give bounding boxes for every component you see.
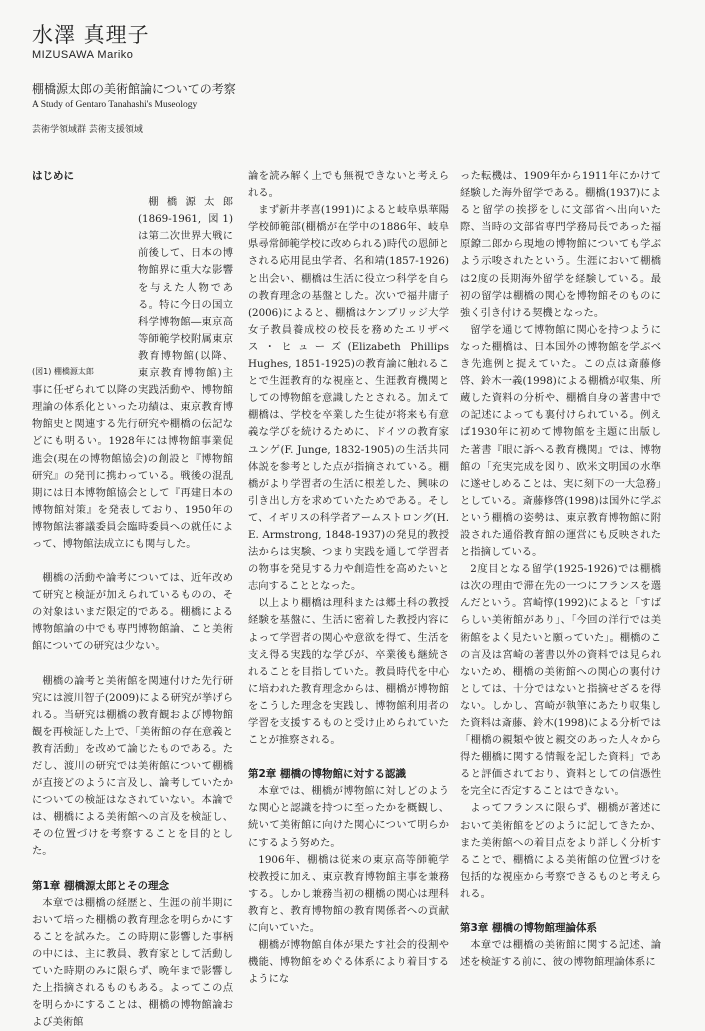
paragraph: 以上より棚橋は理科または郷土科の教授経験を基盤に、生活に密着した教授内容によって学習者の関心や意欲を得て、生活を支え得る実践的な学びが、卒業後も継続されることを目指していた。教員時代を中心に培われた教育理念からは、棚橋が博物館をこうした理念を実践し、博物館利用者の学習を支援するものと受け止められていたことが推察される。 xyxy=(248,597,449,747)
column-3 xyxy=(460,168,661,998)
paragraph: 棚橋源太郎(1869-1961, 図1)は第二次世界大戦に前後して、日本の博物館界に重大な影響を与えた人物である。特に今日の国立科学博物館―東京高等師範学校附属東京教育博物館(以降、東京教育博物館)主事に任ぜられて以降の実践活動や、博物館理論の体系化といった功績は、東京教育博物館史と関連する先行研究や棚橋の伝記などにも明るい。1928年には博物館事業促進会(現在の博物館協会)の創設と『博物館研究』の発刊に携わっている。戦後の混乱期には日本博物館協会として『再建日本の博物館対策』を発表しており、1950年の博物館法審議委員会臨時委員への就任によって、博物館法成立にも関与した。 xyxy=(32,196,233,550)
paragraph: 2度目となる留学(1925-1926)では棚橋は次の理由で滞在先の一つにフランスを選んだという。宮崎惇(1992)によると「すばらしい美術館があり」、「今回の洋行では美術館をよく見たいと願っていた」。棚橋のこの言及は宮崎の著書以外の資料では見られないため、棚橋の美術館への関心の裏付けとしては、十分ではないと指摘せざるを得ない。しかし、宮崎が執筆にあたり収集した資料は斎藤、鈴木(1998)による分析では「棚橋の親類や彼と親交のあった人々から得た棚橋に関する情報を記した資料」であると評価されており、資料としての信憑性を完全に否定することはできない。 xyxy=(460,563,661,798)
paragraph: 棚橋の活動や論考については、近年改めて研究と検証が加えられているものの、その対象はいまだ限定的である。棚橋による博物館論の中でも専門博物館論、こと美術館についての研究は少ない。 xyxy=(32,572,233,653)
section-heading-intro: はじめに xyxy=(32,170,74,182)
column-1 xyxy=(32,168,233,1029)
paragraph: 本章では棚橋の経歴と、生涯の前半期において培った棚橋の教育理念を明らかにすることを試みた。この時期に影響した事柄の中には、主に教員、教育家として活動していた時期のみに限らず、晩年まで影響した上指摘されるものもある。よってこの点を明らかにすることは、棚橋の博物館論および美術館 xyxy=(32,896,233,1029)
section-heading-ch2: 第2章 棚橋の博物館に対する認識 xyxy=(248,768,406,781)
paper-header xyxy=(32,22,672,136)
paragraph: 棚橋の論考と美術館を関連付けた先行研究には渡川智子(2009)による研究が挙げられる。当研究は棚橋の教育観および博物館観を再検証した上で、「美術館の存在意義と教育活動」を改めて論じたものである。ただし、渡川の研究では美術館について棚橋が直接どのように言及し、論考していたかについての検証はなされていない。本論では、棚橋による美術館への言及を検証し、その位置づけを考察することを目的とした。 xyxy=(32,674,233,858)
paragraph: 本章では棚橋の美術館に関する記述、論述を検証する前に、彼の博物館理論体系に xyxy=(460,939,661,969)
section-heading-ch1: 第1章 棚橋源太郎とその理念 xyxy=(32,879,169,892)
paragraph: った転機は、1909年から1911年にかけて経験した海外留学である。棚橋(1937)によると留学の挨拶をしに文部省へ出向いた際、当時の文部省専門学務局長であった福原鐐二郎から現地の博物館についても学ぶよう示唆されたという。生涯において棚橋は2度の長期海外留学を経験している。最初の留学は棚橋の関心を博物館そのものに強く引き付ける契機となった。 xyxy=(460,170,661,319)
paragraph: 論を読み解く上でも無視できないと考えられる。 xyxy=(248,170,449,200)
portrait-image-placeholder xyxy=(32,194,132,354)
portrait-figure xyxy=(32,194,132,377)
author-name-en: MIZUSAWA Mariko xyxy=(32,49,134,61)
paper-title-ja: 棚橋源太郎の美術館論についての考察 xyxy=(32,82,236,96)
paper-title-en: A Study of Gentaro Tanahashi's Museology xyxy=(32,100,198,110)
paragraph: 留学を通じて博物館に関心を持つようになった棚橋は、日本国外の博物館を学ぶべき先進例と捉えていた。この点は斎藤修啓、鈴木一義(1998)による棚橋が収集、所蔵した資料の分析や、棚橋自身の著書中での記述によっても裏付けられている。例えば1930年に初めて博物館を主題に出版した著書『眼に訴へる教育機関』では、博物館の「充実完成を図り、欧米文明国の水準に遂せしめることは、実に刻下の一大急務」としている。斎藤修啓(1998)は国外に学ぶという棚橋の姿勢は、東京教育博物館に附設された通俗教育館の運営にも反映されたと指摘している。 xyxy=(460,323,661,559)
column-2 xyxy=(248,168,449,998)
paragraph: 1906年、棚橋は従来の東京高等師範学校教授に加え、東京教育博物館主事を兼務する。しかし兼務当初の棚橋の関心は理科教育と、教育博物館の教育関係者への貢献に向いていた。 xyxy=(248,853,449,935)
author-name-ja: 水澤 真理子 xyxy=(32,23,150,47)
paragraph: 棚橋が博物館自体が果たす社会的役割や機能、博物館をめぐる体系により着目するようにな xyxy=(248,939,449,986)
paragraph: 本章では、棚橋が博物館に対しどのような関心と認識を持つに至ったかを概観し、続いて美術館に向けた関心について明らかにするよう努めた。 xyxy=(248,785,449,849)
section-heading-ch3: 第3章 棚橋の博物館理論体系 xyxy=(460,922,597,935)
paragraph: まず新井孝喜(1991)によると岐阜県華陽学校師範部(棚橋が在学中の1886年、岐阜県尋常師範学校に改められる)時代の恩師とされる応用昆虫学者、名和靖(1857-1926)と出会い、棚橋は生活に役立つ科学を自らの教育理念の基盤とした。次いで福井庸子(2006)によると、棚橋はケンブリッジ大学女子教員養成校の校長を務めたエリザベス・ヒューズ(Elizabeth Phillips Hughes, 1851-1925)の教育論に触れることで生涯教育的な視座と、生涯教育機関としての博物館を意識したとされる。加えて棚橋は、学校を卒業した生徒が将来も有意義な学びを続けるために、ドイツの教育家ユンゲ(F. Junge, 1832-1905)の生活共同体説を参考とした点が指摘されている。棚橋がより学習者の生活に根差した、興味の引き出し方を求めていたためである。そして、イギリスの科学者アームストロング(H. E. Armstrong, 1848-1937)の発見的教授法からは実験、つまり実践を通して学習者の物事を発見する力や創造性を高めたいと志向することとなった。 xyxy=(248,204,449,593)
affiliation: 芸術学領域群 芸術支援領域 xyxy=(32,125,143,135)
figure-caption: (図1) 棚橋源太郎 xyxy=(32,367,94,377)
paragraph: よってフランスに限らず、棚橋が著述において美術館をどのように記してきたか、また美術館への着目点をより詳しく分析することで、棚橋による美術館の位置づけを包括的な視座から考察できるものと考えられる。 xyxy=(460,802,661,900)
